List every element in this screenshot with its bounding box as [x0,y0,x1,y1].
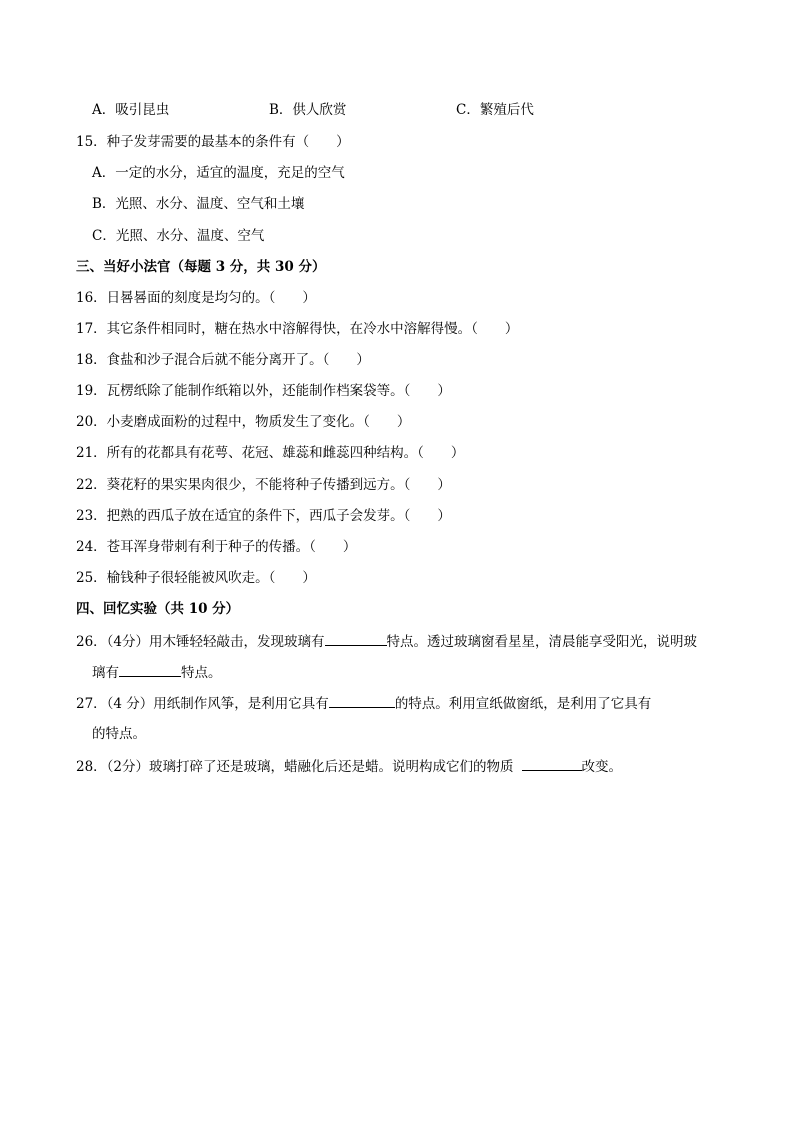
q26-text-4: 特点。 [181,665,222,681]
q23: 23．把熟的西瓜子放在适宜的条件下，西瓜子会发芽。（ ） [76,508,451,524]
q28-line-1 [76,757,622,776]
q15-stem: 15．种子发芽需要的最基本的条件有（ ） [76,134,350,150]
q26-text-2: 特点。透过玻璃窗看星星，清晨能享受阳光，说明玻 [386,634,698,650]
q14-option-c: C．繁殖后代 [456,102,534,118]
q27-text-1: 27．（4 分）用纸制作风筝，是利用它具有 [76,696,329,712]
q18: 18．食盐和沙子混合后就不能分离开了。（ ） [76,352,370,368]
q27-blank-1[interactable] [329,694,395,708]
q21: 21．所有的花都具有花萼、花冠、雄蕊和雌蕊四种结构。（ ） [76,445,465,461]
q15-option-a: A．一定的水分，适宜的温度，充足的空气 [92,165,345,181]
q27-text-3: 的特点。 [92,726,146,742]
q26-line-1 [76,632,697,651]
q14-option-a: A．吸引昆虫 [92,102,170,118]
q15-option-b: B．光照、水分、温度、空气和土壤 [92,196,305,212]
q26-text-1: 26．（4分）用木锤轻轻敲击，发现玻璃有 [76,634,325,650]
q27-line-1 [76,694,651,713]
q26-line-2 [92,663,222,682]
q17: 17．其它条件相同时，糖在热水中溶解得快，在冷水中溶解得慢。（ ） [76,321,519,337]
q24: 24．苍耳浑身带刺有利于种子的传播。（ ） [76,539,357,555]
q15-option-c: C．光照、水分、温度、空气 [92,228,265,244]
q27-text-2: 的特点。利用宣纸做窗纸，是利用了它具有 [394,696,652,712]
section-4-title: 四、回忆实验（共 10 分） [76,601,240,617]
q20: 20．小麦磨成面粉的过程中，物质发生了变化。（ ） [76,414,411,430]
q16: 16．日晷晷面的刻度是均匀的。（ ） [76,290,316,306]
q26-text-3: 璃有 [92,665,119,681]
q26-blank-1[interactable] [325,632,387,646]
q28-text-1: 28．（2分）玻璃打碎了还是玻璃，蜡融化后还是蜡。说明构成它们的物质 [76,759,514,775]
q27-line-2 [92,725,146,743]
q28-blank-1[interactable] [522,757,582,771]
q25: 25．榆钱种子很轻能被风吹走。（ ） [76,570,316,586]
q14-option-b: B．供人欣赏 [269,102,347,118]
q26-blank-2[interactable] [119,663,181,677]
section-3-title: 三、当好小法官（每题 3 分，共 30 分） [76,259,326,275]
q28-text-2: 改变。 [581,759,623,775]
q19: 19．瓦楞纸除了能制作纸箱以外，还能制作档案袋等。（ ） [76,383,451,399]
q22: 22．葵花籽的果实果肉很少，不能将种子传播到远方。（ ） [76,477,451,493]
